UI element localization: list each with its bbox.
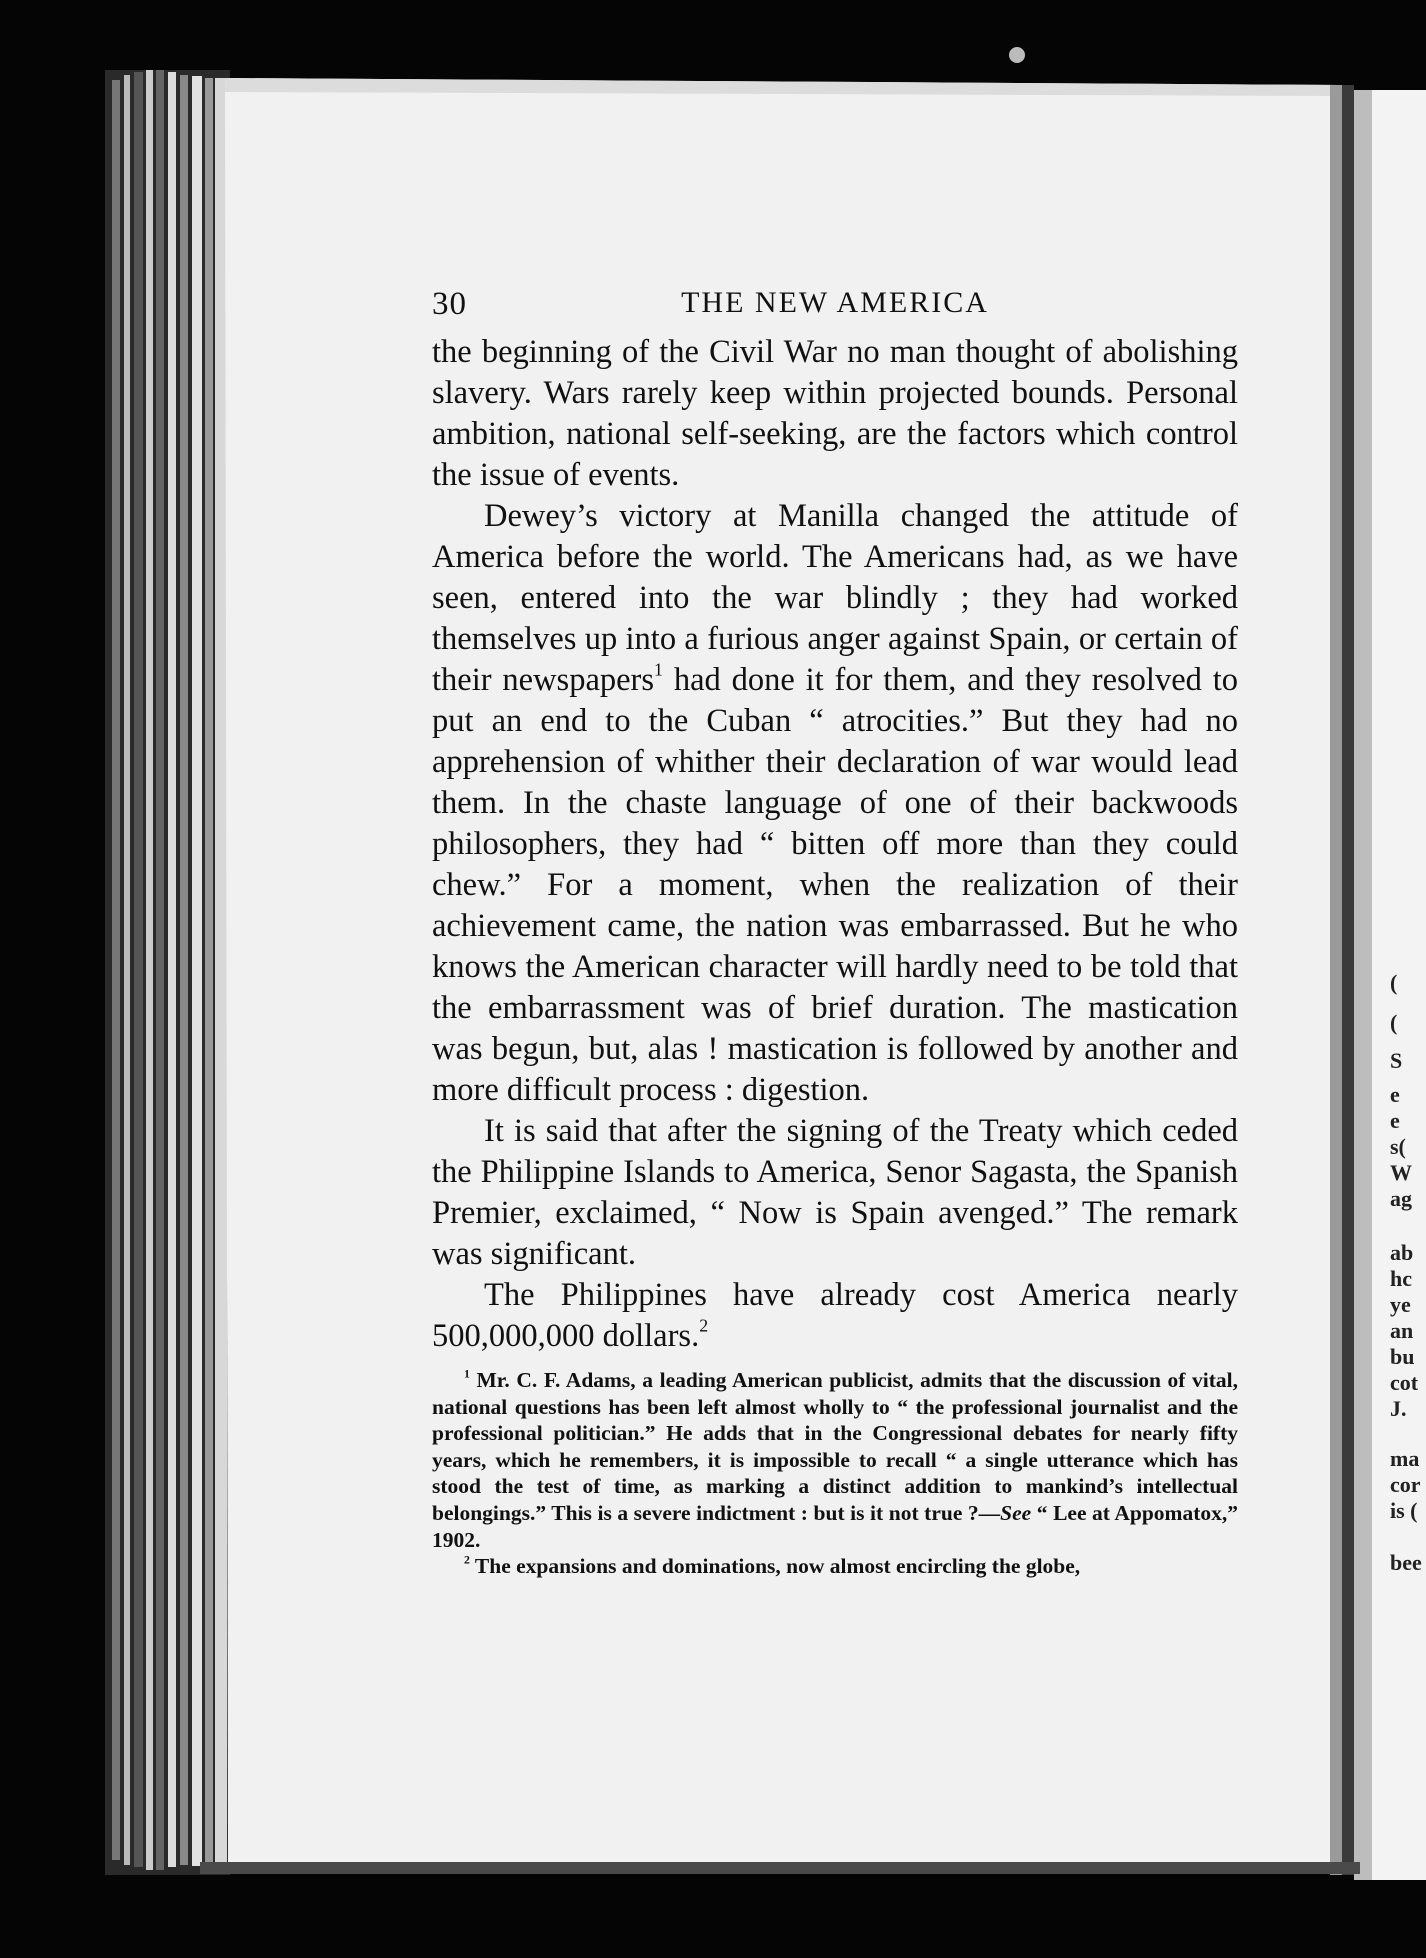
body-text	[432, 332, 1238, 1357]
fragment: ag	[1390, 1186, 1412, 1211]
bottom-page-edge	[200, 1862, 1360, 1874]
facing-page-fragments	[1390, 0, 1426, 1958]
fragment: bee	[1390, 1550, 1422, 1575]
paragraph	[432, 496, 1238, 1111]
fragment: e	[1390, 1108, 1400, 1133]
footnote-reference: 2	[699, 1315, 709, 1336]
fragment: bu	[1390, 1344, 1415, 1369]
running-title: THE NEW AMERICA	[681, 286, 989, 319]
fragment: ma	[1390, 1446, 1420, 1471]
footnote-text: Mr. C. F. Adams, a leading American publicist, admits that the discussion of vital, national questions has been left almost wholly to “ the professional journalist and the professional politician.” He adds that in the Congressional debates for nearly fifty years, which he remembers, it is impossible to recall “ a single utterance which has stood the test of time, as marking a distinct addition to mankind’s intellectual belongings.” This is a severe indictment : but is it not true ?—	[432, 1368, 1239, 1525]
gutter-shadow	[1330, 85, 1354, 1875]
footnote-text: The expansions and dominations, now almost encircling the globe,	[474, 1554, 1081, 1579]
fragment: hc	[1390, 1266, 1412, 1291]
book-spine-edges	[105, 70, 230, 1875]
fragment: e	[1390, 1082, 1400, 1107]
fragment: J.	[1390, 1396, 1407, 1421]
footnote-reference: 1	[654, 659, 663, 680]
paragraph: the beginning of the Civil War no man thought of abolishing slavery. Wars rarely keep within projected bounds. Personal ambition, national self-seeking, are the factors which control the issue of events.	[432, 334, 1238, 493]
fragment: s(	[1390, 1134, 1406, 1159]
fragment: (	[1390, 970, 1398, 995]
fragment: an	[1390, 1318, 1414, 1343]
fragment: is (	[1390, 1498, 1418, 1523]
footnote-mark: 2	[464, 1552, 470, 1567]
footnote-text-tail: “ Lee at Appomatox,” 1902.	[432, 1500, 1238, 1552]
paragraph-text: Dewey’s victory at Manilla changed the attitude of America before the world. The Americans had, as we have seen, entered into the war blindly ; they had worked themselves up into a furious anger against Spain, or certain of their newspapers	[432, 498, 1238, 698]
page-text	[432, 286, 1239, 1580]
page-number: 30	[432, 286, 467, 322]
footnotes	[432, 1367, 1238, 1580]
running-head	[432, 286, 1238, 322]
footnote	[432, 1553, 1238, 1580]
paragraph: It is said that after the signing of the Treaty which ceded the Philippine Islands to America, Senor Sagasta, the Spanish Premier, exclaimed, “ Now is Spain avenged.” The remark was significant.	[432, 1113, 1238, 1272]
paragraph	[432, 1275, 1238, 1357]
fragment: cor	[1390, 1472, 1421, 1497]
footnote-see: See	[1000, 1500, 1032, 1525]
fragment: (	[1390, 1010, 1398, 1035]
footnote	[432, 1367, 1238, 1553]
fragment: S	[1390, 1048, 1403, 1073]
fragment: cot	[1390, 1370, 1419, 1395]
paragraph-text: The Philippines have already cost America nearly 500,000,000 dollars.	[432, 1277, 1238, 1354]
fragment: ab	[1390, 1240, 1414, 1265]
footnote-mark: 1	[464, 1366, 470, 1381]
ink-blot	[1009, 47, 1025, 63]
fragment: ye	[1390, 1292, 1411, 1317]
paragraph-text: had done it for them, and they resolved to put an end to the Cuban “ atrocities.” But they had no apprehension of whither their declaration of war would lead them. In the chaste language of one of their backwoods philosophers, they had “ bitten off more than they could chew.” For a moment, when the realization of their achievement came, the nation was embarrassed. But he who knows the American character will hardly need to be told that the embarrassment was of brief duration. The mastication was begun, but, alas ! mastication is followed by another and more difficult process : digestion.	[432, 662, 1238, 1108]
fragment: W	[1390, 1160, 1412, 1185]
